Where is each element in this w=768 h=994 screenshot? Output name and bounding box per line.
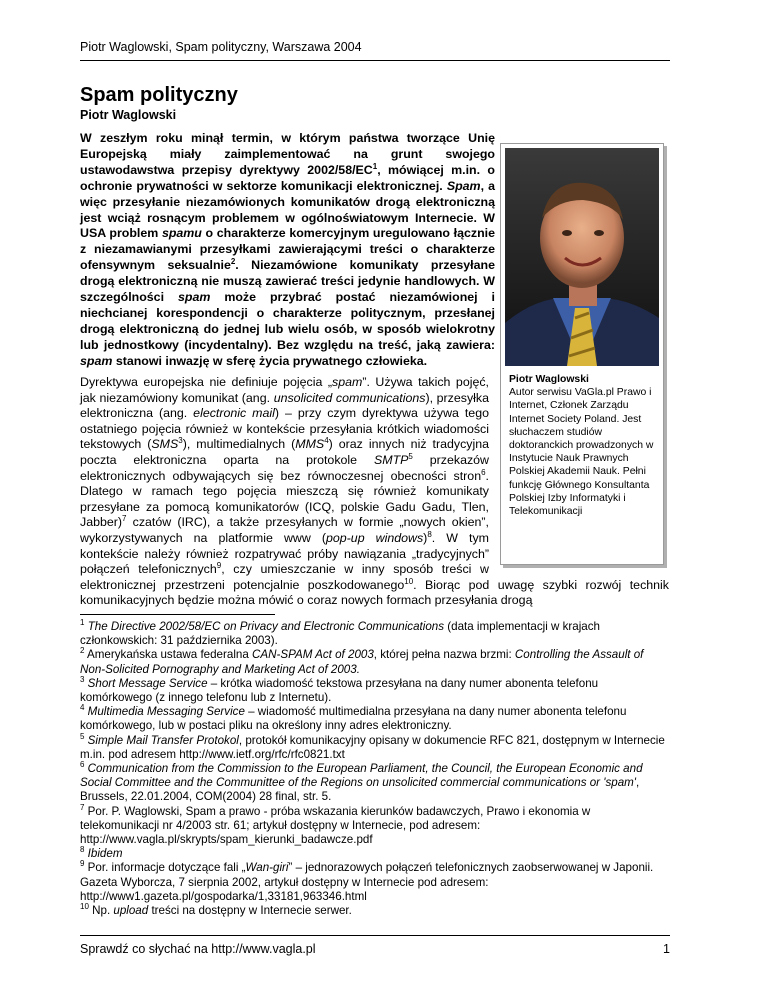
footnote-ref[interactable]: 3 bbox=[178, 436, 183, 446]
footer-link-text[interactable]: Sprawdź co słychać na http://www.vagla.pl bbox=[80, 942, 316, 956]
footnote-9: $^9$ Por. informacje dotyczące fali „Wan-giri” – jednorazowych połączeń telefonicznych zaobserwowanej w Japonii. Gazeta Wyborcza, 7 sierpnia 2002, artykuł dostępny w Internecie pod adresem: http://www1.gazeta.pl/gospodarka/1,33181,963346.html bbox=[80, 859, 654, 903]
footnote-2: $^2$ Amerykańska ustawa federalna CAN-SPAM Act of 2003, której pełna nazwa brzmi: Controlling the Assault of Non-Solicited Pornography and Marketing Act of 2003. bbox=[80, 646, 644, 676]
footnote-10: $^{10}$ Np. upload treści na dostępny w Internecie serwer. bbox=[80, 902, 352, 918]
abstract: W zeszłym roku minął termin, w którym państwa tworzące Unię Europejską miały zaimplementować na grunt swojego ustawodawstwa przepisy dyrektywy $2002/58/EC^1$, mówiącej m.in. o ochronie prywatności w sektorze komunikacji elektronicznej. Spam, a więc przesyłanie niezamówionych komunikatów drogą elektroniczną jest wciąż rosnącym problemem w ogólnoświatowym Internecie. W USA problem spamu o charakterze komercyjnym uregulowano łącznie z niezamawianymi przesyłkami zawierającymi treści o charakterze ofensywnym seksualnie$^2$. Niezamówione komunikaty przesyłane drogą elektroniczną nie muszą zawierać treści jedynie handlowych. W szczególności spam może przybrać postać niezamówionej i niechcianej korespondencji o charakterze politycznym, przesłanej drogą elektroniczną do jednej lub wielu osób, w sposób wielokrotny lub jednostkowy (incydentalny). Bez względu na treść, jaką zawiera: spam stanowi inwazję w sferę życia prywatnego człowieka. bbox=[80, 131, 496, 368]
footnote-divider bbox=[80, 614, 275, 615]
footnote-5: $^5$ Simple Mail Transfer Protokol, protokół komunikacyjny opisany w dokumencie RFC 821, dostępnym w Internecie m.in. pod adresem http://www.ietf.org/rfc/rfc0821.txt bbox=[80, 731, 665, 761]
footnote-ref[interactable]: 7 bbox=[122, 514, 127, 524]
footnote-ref[interactable]: 6 bbox=[481, 467, 486, 477]
footnote-ref[interactable]: 2 bbox=[230, 257, 236, 267]
page-number: 1 bbox=[663, 942, 670, 956]
page-header: Piotr Waglowski, Spam polityczny, Warszawa 2004 bbox=[80, 40, 670, 61]
footnote-8: $^8$ Ibidem bbox=[80, 845, 123, 861]
footnote-6: $^6$ Communication from the Commission to the European Parliament, the Council, the European Economic and Social Committee and the Communittee of the Regions on unsolicited commercial communications or 'spam', Brussels, 22.01.2004, COM(2004) 28 final, str. 5. bbox=[80, 760, 643, 804]
body-paragraph: Dyrektywa europejska nie definiuje pojęcia „spam”. Używa takich pojęć, jak niezamówiony komunikat (ang. unsolicited communications), przesyłka elektroniczna (ang. electronic mail) – przy czym dyrektywa używa tego ostatniego pojęcia również w kontekście przesyłania krótkich wiadomości tekstowych (SMS$^3$), multimedialnych (MMS$^4$) oraz innych niż tradycyjna poczta elektroniczna oparta na protokole SMTP$^5$ przekazów elektronicznych odbywających się bez równoczesnej obecności stron$^6$. Dlatego w ramach tego pojęcia mieszczą się również komunikaty przesyłane za pomocą komunikatorów (ICQ, polskie Gadu Gadu, Tlen, Jabber)$^7$ czatów (IRC), a także przesyłanych w formie „nowych okien”, wykorzystywanych na platformie www (pop-up windows)$^8$. W tym kontekście należy również rozpatrywać próby nawiązania „tradycyjnych” połączeń telefonicznych$^9$, czy umieszczanie w inny sposób treści w elektronicznej przestrzeni potencjalnie poszkodowanego$^{10}$. Biorąc pod uwagę szybki rozwój technik komunikacyjnych będzie można mówić o coraz nowych formach przesyłania drogą bbox=[80, 375, 669, 608]
footnote-3: $^3$ Short Message Service – krótka wiadomość tekstowa przesyłana na dany numer abonenta telefonu komórkowego (z innego telefonu lub z Internetu). bbox=[80, 674, 599, 705]
bio-text: Autor serwisu VaGla.pl Prawo i Internet, Członek Zarządu Internet Society Poland. Jest słuchaczem studiów doktoranckich prowadzonych w Instytucie Nauk Prawnych Polskiej Akademii Nauk. Pełni funkcję Głównego Konsultanta Polskiej Izby Informatyki i Telekomunikacji bbox=[509, 387, 654, 518]
bio-name: Piotr Waglowski bbox=[509, 374, 589, 385]
footnote-ref[interactable]: 1 bbox=[372, 161, 378, 171]
page-footer bbox=[80, 935, 670, 956]
footnote-4: $^4$ Multimedia Messaging Service – wiadomość multimedialna przesyłana na dany numer abonenta telefonu komórkowego, lub w postaci pliku na określony inny adres elektroniczny. bbox=[80, 703, 627, 733]
footnote-ref[interactable]: 4 bbox=[324, 436, 329, 446]
footnote-1: $^1$ The Directive 2002/58/EC on Privacy and Electronic Communications (data implementacji w krajach członkowskich: 31 października 2003). bbox=[80, 618, 600, 648]
footnote-ref[interactable]: 9 bbox=[216, 561, 222, 570]
footnote-7: $^7$ Por. P. Waglowski, Spam a prawo - próba wskazania kierunków badawczych, Prawo i ekonomia w telekomunikacji nr 4/2003 str. 61; artykuł dostępny w Internecie, pod adresem: http://www.vagla.pl/skrypts/spam_kierunki_badawcze.pdf bbox=[80, 802, 591, 847]
footnote-ref[interactable]: 5 bbox=[408, 451, 413, 461]
footnote-ref[interactable]: 10 bbox=[404, 576, 414, 586]
author-photo bbox=[505, 148, 659, 366]
author-name: Piotr Waglowski bbox=[80, 108, 177, 122]
footnotes bbox=[80, 620, 670, 918]
page-title: Spam polityczny bbox=[80, 84, 238, 106]
footnote-ref[interactable]: 8 bbox=[427, 529, 432, 539]
